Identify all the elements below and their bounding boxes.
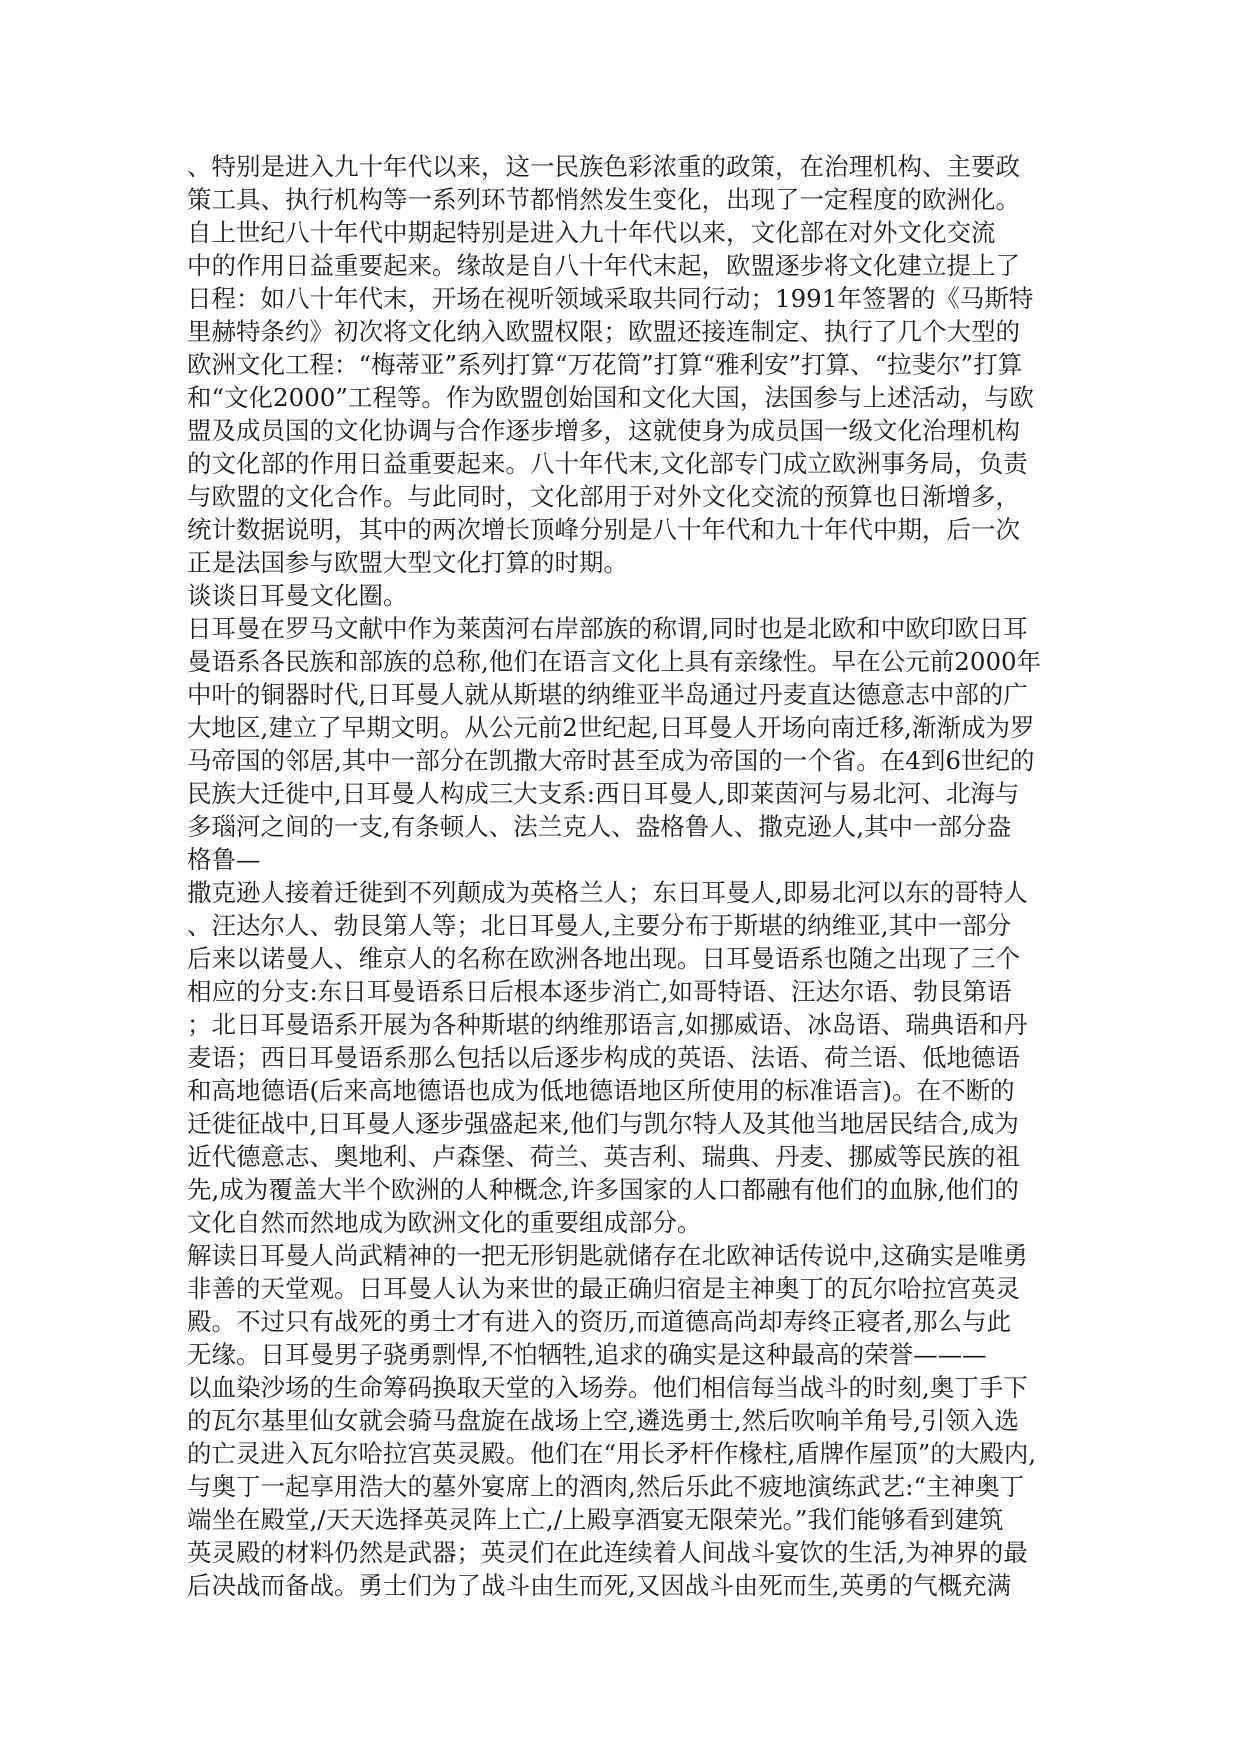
text-line: 里赫特条约》初次将文化纳入欧盟权限；欧盟还接连制定、执行了几个大型的 (187, 317, 1020, 346)
text-line: 非善的天堂观。日耳曼人认为来世的最正确归宿是主神奥丁的瓦尔哈拉宫英灵 (187, 1274, 1020, 1303)
text-line: 英灵殿的材料仍然是武器；英灵们在此连续着人间战斗宴饮的生活,为神界的最 (187, 1538, 1028, 1567)
text-line: ；北日耳曼语系开展为各种斯堪的纳维那语言,如挪威语、冰岛语、瑞典语和丹 (187, 1010, 1028, 1039)
text-line: 日耳曼在罗马文献中作为莱茵河右岸部族的称谓,同时也是北欧和中欧印欧日耳 (187, 614, 1028, 643)
text-line: 与欧盟的文化合作。与此同时，文化部用于对外文化交流的预算也日渐增多， (187, 482, 1020, 511)
text-line: 后来以诺曼人、维京人的名称在欧洲各地出现。日耳曼语系也随之出现了三个 (187, 944, 1020, 973)
text-line: 的瓦尔基里仙女就会骑马盘旋在战场上空,遴选勇士,然后吹响羊角号,引领入选 (187, 1406, 1019, 1435)
text-line: 正是法国参与欧盟大型文化打算的时期。 (187, 548, 628, 577)
text-line: 格鲁— (187, 845, 261, 874)
text-line: 马帝国的邻居,其中一部分在凯撒大帝时甚至成为帝国的一个省。在4到6世纪的 (187, 746, 1035, 775)
text-line: 的亡灵进入瓦尔哈拉宫英灵殿。他们在“用长矛杆作椽柱,盾牌作屋顶”的大殿内, (187, 1439, 1037, 1468)
text-line: 解读日耳曼人尚武精神的一把无形钥匙就储存在北欧神话传说中,这确实是唯勇 (187, 1241, 1028, 1270)
text-line: 的文化部的作用日益重要起来。八十年代末,文化部专门成立欧洲事务局，负责 (187, 449, 1028, 478)
text-line: 、特别是进入九十年代以来，这一民族色彩浓重的政策，在治理机构、主要政 (187, 152, 1020, 181)
text-line: 欧洲文化工程：“梅蒂亚”系列打算“万花筒”打算“雅利安”打算、“拉斐尔”打算 (187, 350, 1023, 379)
text-line: 自上世纪八十年代中期起特别是进入九十年代以来，文化部在对外文化交流 (187, 218, 996, 247)
text-line: 文化自然而然地成为欧洲文化的重要组成部分。 (187, 1208, 702, 1237)
text-line: 迁徙征战中,日耳曼人逐步强盛起来,他们与凯尔特人及其他当地居民结合,成为 (187, 1109, 1019, 1138)
text-line: 和“文化2000”工程等。作为欧盟创始国和文化大国，法国参与上述活动，与欧 (187, 383, 1034, 412)
text-line: 麦语；西日耳曼语系那么包括以后逐步构成的英语、法语、荷兰语、低地德语 (187, 1043, 1020, 1072)
text-line: 相应的分支:东日耳曼语系日后根本逐步消亡,如哥特语、汪达尔语、勃艮第语 (187, 977, 1012, 1006)
text-line: 与奥丁一起享用浩大的墓外宴席上的酒肉,然后乐此不疲地演练武艺:“主神奥丁 (187, 1472, 1025, 1501)
text-line: 撒克逊人接着迁徙到不列颠成为英格兰人；东日耳曼人,即易北河以东的哥特人 (187, 878, 1028, 907)
text-line: 曼语系各民族和部族的总称,他们在语言文化上具有亲缘性。早在公元前2000年 (187, 647, 1042, 676)
text-line: 谈谈日耳曼文化圈。 (187, 581, 408, 610)
text-line: 大地区,建立了早期文明。从公元前2世纪起,日耳曼人开场向南迁移,渐渐成为罗 (187, 713, 1035, 742)
text-line: 殿。不过只有战死的勇士才有进入的资历,而道德高尚却寿终正寝者,那么与此 (187, 1307, 1012, 1336)
text-line: 多瑙河之间的一支,有条顿人、法兰克人、盎格鲁人、撒克逊人,其中一部分盎 (187, 812, 1012, 841)
text-line: 无缘。日耳曼男子骁勇剽悍,不怕牺牲,追求的确实是这种最高的荣誉——— (187, 1340, 987, 1369)
body-text (187, 150, 1067, 1602)
text-line: 端坐在殿堂,/天天选择英灵阵上亡,/上殿享酒宴无限荣光。”我们能够看到建筑 (187, 1505, 1004, 1534)
text-line: 民族大迁徙中,日耳曼人构成三大支系:西日耳曼人,即莱茵河与易北河、北海与 (187, 779, 1020, 808)
text-line: 中的作用日益重要起来。缘故是自八十年代末起，欧盟逐步将文化建立提上了 (187, 251, 1020, 280)
text-line: 盟及成员国的文化协调与合作逐步增多，这就使身为成员国一级文化治理机构 (187, 416, 1020, 445)
text-line: 中叶的铜器时代,日耳曼人就从斯堪的纳维亚半岛通过丹麦直达德意志中部的广 (187, 680, 1028, 709)
text-line: 策工具、执行机构等一系列环节都悄然发生变化，出现了一定程度的欧洲化。 (187, 185, 1020, 214)
text-line: 日程：如八十年代末，开场在视听领域采取共同行动；1991年签署的《马斯特 (187, 284, 1034, 313)
text-line: 后决战而备战。勇士们为了战斗由生而死,又因战斗由死而生,英勇的气概充满 (187, 1571, 1012, 1600)
text-line: 和高地德语(后来高地德语也成为低地德语地区所使用的标准语言)。在不断的 (187, 1076, 1015, 1105)
text-line: 以血染沙场的生命筹码换取天堂的入场券。他们相信每当战斗的时刻,奥丁手下 (187, 1373, 1028, 1402)
text-line: 近代德意志、奥地利、卢森堡、荷兰、英吉利、瑞典、丹麦、挪威等民族的祖 (187, 1142, 1020, 1171)
text-line: 、汪达尔人、勃艮第人等；北日耳曼人,主要分布于斯堪的纳维亚,其中一部分 (187, 911, 1012, 940)
text-line: 统计数据说明，其中的两次增长顶峰分别是八十年代和九十年代中期，后一次 (187, 515, 1020, 544)
text-line: 先,成为覆盖大半个欧洲的人种概念,许多国家的人口都融有他们的血脉,他们的 (187, 1175, 1019, 1204)
